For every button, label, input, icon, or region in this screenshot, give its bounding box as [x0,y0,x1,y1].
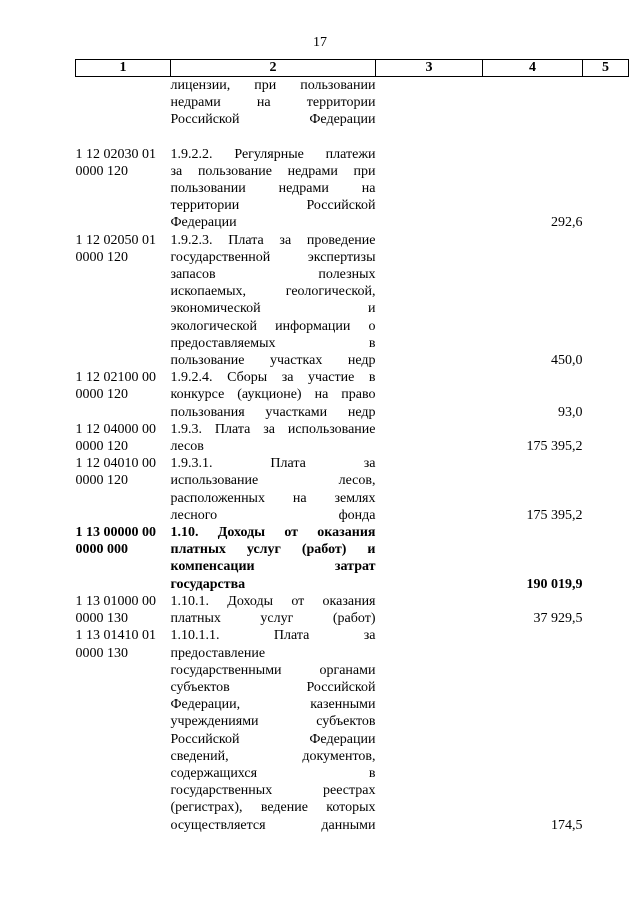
table-row [76,421,629,455]
budget-table [75,59,629,834]
header-row [76,60,629,77]
col-3-cell [376,77,483,129]
income-item-name [171,421,376,455]
budget-classification-code: 1 13 01000 00 0000 130 [75,593,156,627]
budget-classification-code: 1 12 04000 00 0000 120 [75,421,156,455]
income-item-name-line: конкурсе (аукционе) на право [170,387,376,403]
income-item-name-line: содержащихся в [170,765,376,781]
spacer-row [76,129,629,146]
spacer-cell [76,129,171,146]
income-item-name-line: пользовании недрами на [170,181,376,197]
income-item-name-line: Российской Федерации [170,112,376,128]
income-item-name [171,146,376,232]
budget-classification-code: 1 12 02030 01 0000 120 [75,146,156,179]
amount-cell [483,77,583,129]
income-item-name-line: недрами на территории [170,95,376,111]
income-item-name [171,455,376,524]
income-item-name-line: предоставление [170,645,266,661]
income-item-name-line: 1.10. Доходы от оказания [170,525,376,541]
income-item-name-line: предоставляемых в [170,335,376,351]
income-item-name-line: государства [170,576,246,592]
col-5-cell [583,77,629,129]
income-item-name-line: расположенных на землях [170,490,376,506]
col-5-cell [583,455,629,524]
table-row [76,232,629,370]
header-col-4: 4 [483,60,583,77]
col-5-cell [583,593,629,627]
income-item-name-line: платных услуг (работ) и [170,542,376,558]
col-3-cell [376,232,483,370]
budget-classification-code: 1 13 01410 01 0000 130 [75,628,156,661]
income-item-name-line: 1.9.2.2. Регулярные платежи [170,146,376,162]
income-item-name [171,369,376,421]
page-number: 17 [313,35,327,50]
income-item-name-line: лицензии, при пользовании [170,78,376,93]
col-5-cell [583,627,629,833]
budget-classification-code: 1 12 02100 00 0000 120 [75,370,156,403]
col-3-cell [376,455,483,524]
income-item-name-line: осуществляется данными [170,817,376,833]
income-item-name-line: 1.9.2.3. Плата за проведение [170,232,376,248]
amount-cell: 190 019,9 [526,576,583,592]
income-item-name-line: пользования участками недр [170,404,376,420]
col-5-cell [583,146,629,232]
amount-cell: 175 395,2 [526,507,583,523]
income-item-name-line: 1.9.3.1. Плата за [170,456,376,472]
income-item-name-line: Российской Федерации [170,731,376,747]
income-item-name-line: сведений, документов, [170,748,376,764]
amount-cell: 175 395,2 [526,439,583,455]
income-item-name [171,524,376,593]
income-item-name [171,593,376,627]
income-item-name-line: 1.9.3. Плата за использование [170,421,376,437]
income-item-name-line: 1.10.1.1. Плата за [170,628,376,644]
income-item-name-line: лесов [170,439,204,455]
spacer-cell [171,129,376,146]
col-5-cell [583,524,629,593]
spacer-cell [483,129,583,146]
table-row [76,77,629,129]
budget-classification-code: 1 13 00000 00 0000 000 [75,525,156,558]
income-item-name-line: запасов полезных [170,267,376,283]
income-item-name-line: лесного фонда [170,507,376,523]
col-3-cell [376,524,483,593]
amount-cell: 37 929,5 [533,611,583,627]
header-col-1: 1 [76,60,171,77]
amount-cell: 450,0 [551,353,583,369]
amount-cell: 93,0 [558,404,583,420]
col-5-cell [583,232,629,370]
header-col-3: 3 [376,60,483,77]
income-item-name-line: 1.9.2.4. Сборы за участие в [170,370,376,386]
income-item-name-line: государственной экспертизы [170,249,376,265]
spacer-cell [376,129,483,146]
table-row [76,524,629,593]
col-3-cell [376,146,483,232]
amount-cell: 292,6 [551,215,583,231]
table-row [76,369,629,421]
income-item-name-line: государственных реестрах [170,783,376,799]
table-row [76,455,629,524]
spacer-cell [583,129,629,146]
income-item-name-line: ископаемых, геологической, [170,284,376,300]
income-item-name-line: (регистрах), ведение которых [170,800,376,816]
budget-classification-code: 1 12 02050 01 0000 120 [75,232,156,265]
income-item-name-line: государственными органами [170,662,376,678]
income-item-name-line: использование лесов, [170,473,376,489]
income-item-name [171,627,376,833]
income-item-name-line: Федерации [170,215,237,231]
header-col-2: 2 [171,60,376,77]
table-row [76,593,629,627]
col-3-cell [376,593,483,627]
income-item-name-line: экологической информации о [170,318,376,334]
col-3-cell [376,627,483,833]
table-row [76,146,629,232]
header-col-5: 5 [583,60,629,77]
table-row [76,627,629,833]
table-body [76,77,629,834]
income-item-name-line: учреждениями субъектов [170,714,376,730]
budget-classification-code: 1 12 04010 00 0000 120 [75,456,156,489]
income-item-name-line: 1.10.1. Доходы от оказания [170,593,376,609]
income-item-name-line: за пользование недрами при [170,163,376,179]
col-5-cell [583,369,629,421]
income-item-name-line: платных услуг (работ) [170,611,376,627]
income-item-name-line: Федерации, казенными [170,697,376,713]
income-item-name [171,77,376,129]
col-5-cell [583,421,629,455]
col-3-cell [376,369,483,421]
income-item-name-line: субъектов Российской [170,679,376,695]
income-item-name-line: компенсации затрат [170,559,376,575]
income-item-name-line: экономической и [170,301,376,317]
col-3-cell [376,421,483,455]
budget-classification-code [76,77,171,129]
income-item-name [171,232,376,370]
income-item-name-line: пользование участках недр [170,353,376,369]
amount-cell: 174,5 [551,817,583,833]
income-item-name-line: территории Российской [170,198,376,214]
